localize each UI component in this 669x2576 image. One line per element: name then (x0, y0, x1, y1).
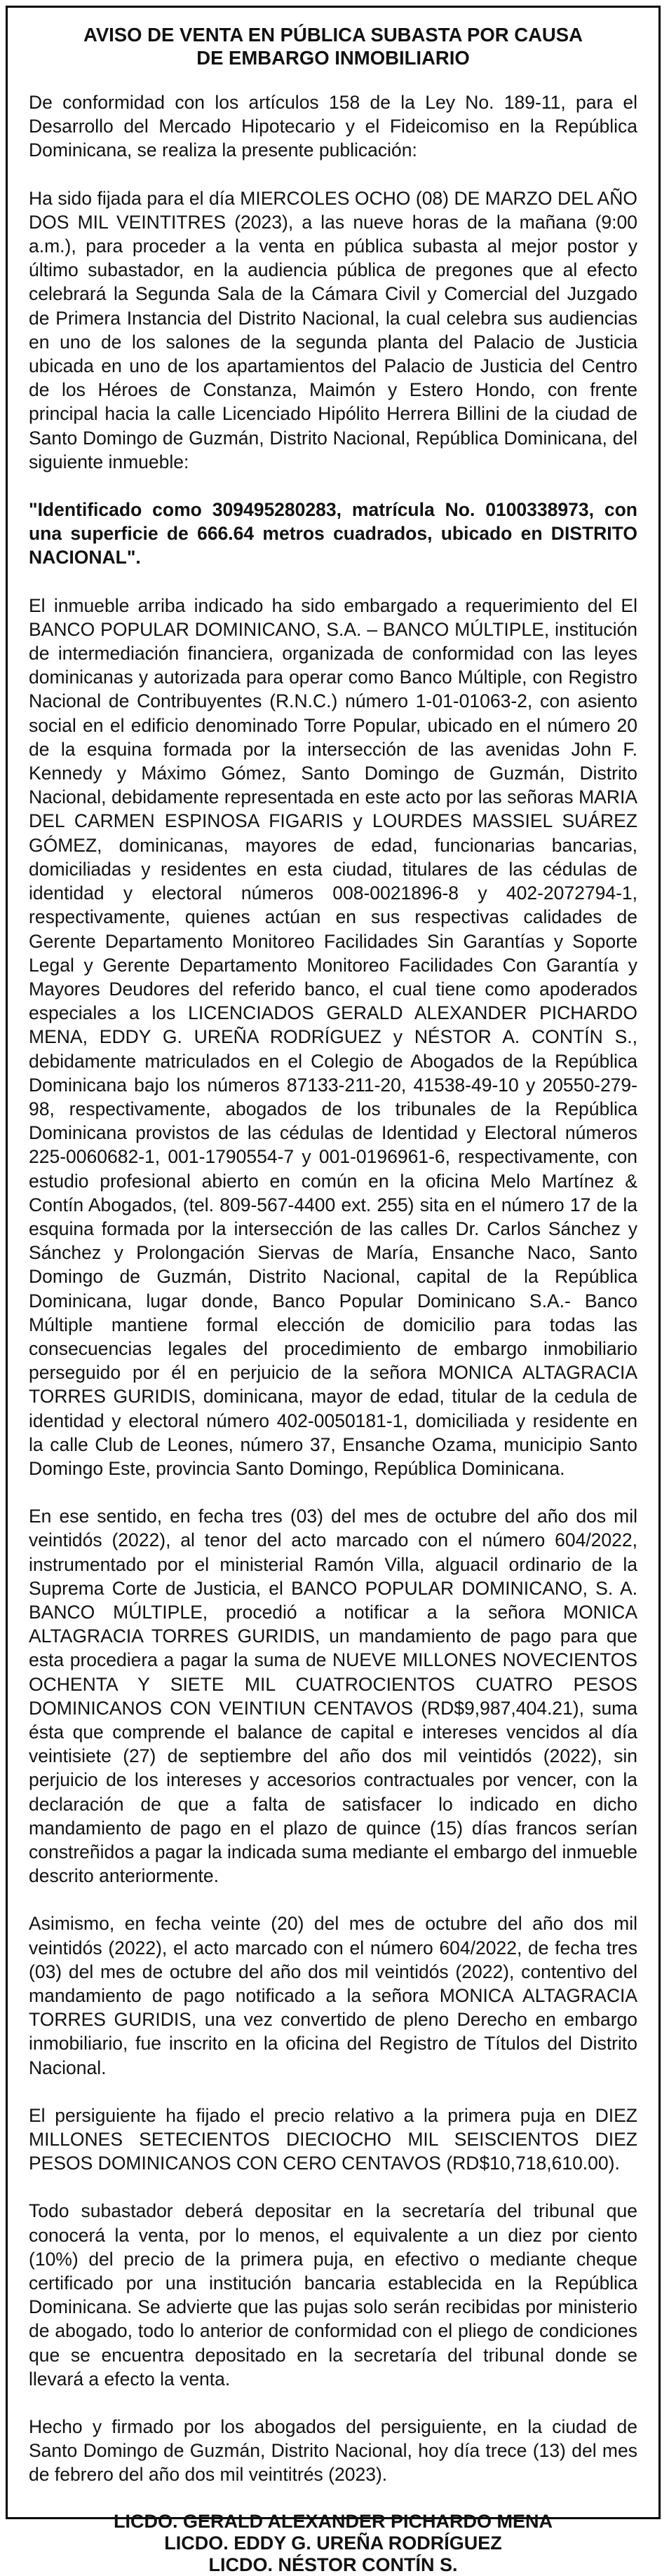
notice-title-line-1: AVISO DE VENTA EN PÚBLICA SUBASTA POR CAUSA (83, 24, 583, 46)
paragraph-first-bid-price: El persiguiente ha fijado el precio relativo a la primera puja en DIEZ MILLONES SETECIENTOS DIECIOCHO MIL SEISCIENTOS DIEZ PESOS DOMINICANOS CON CERO CENTAVOS (RD$10,718,610.00). (29, 2104, 637, 2174)
paragraph-deposit-requirement: Todo subastador deberá depositar en la secretaría del tribunal que conocerá la venta, por lo menos, el equivalente a un diez por ciento (10%) del precio de la primera puja, en efectivo o mediante cheque certificado por una institución bancaria establecida en la República Dominicana. Se advierte que las pujas solo serán recibidas por ministerio de abogado, todo lo anterior de conformidad con el pliego de condiciones que se encuentra depositado en la secretaría del tribunal donde se llevará a efecto la venta. (29, 2200, 637, 2390)
signature-block (29, 2511, 637, 2576)
signature-line: LICDO. NÉSTOR CONTÍN S. (208, 2554, 458, 2575)
notice-title (29, 23, 637, 69)
auction-notice (6, 6, 661, 2575)
paragraph-property-identification: "Identificado como 309495280283, matrícula No. 0100338973, con una superficie de 666.64 metros cuadrados, ubicado en DISTRITO NACIONAL". (29, 499, 637, 568)
signature-line: LICDO. GERALD ALEXANDER PICHARDO MENA (113, 2510, 553, 2532)
paragraph-auction-date: Ha sido fijada para el día MIERCOLES OCHO (08) DE MARZO DEL AÑO DOS MIL VEINTITRES (2023), a las nueve horas de la mañana (9:00 a.m.), para proceder a la venta en pública subasta al mejor postor y último subastador, en la audiencia pública de pregones que al efecto celebrará la Segunda Sala de la Cámara Civil y Comercial del Juzgado de Primera Instancia del Distrito Nacional, la cual celebra sus audiencias en uno de los salones de la segunda planta del Palacio de Justicia ubicada en uno de los apartamientos del Palacio de Justicia del Centro de los Héroes de Constanza, Maimón y Estero Hondo, con frente principal hacia la calle Licenciado Hipólito Herrera Billini de la ciudad de Santo Domingo de Guzmán, Distrito Nacional, República Dominicana, del siguiente inmueble: (29, 187, 637, 472)
paragraph-payment-order: En ese sentido, en fecha tres (03) del mes de octubre del año dos mil veintidós (2022), al tenor del acto marcado con el número 604/2022, instrumentado por el ministerial Ramón Villa, alguacil ordinario de la Suprema Corte de Justicia, el BANCO POPULAR DOMINICANO, S. A. BANCO MÚLTIPLE, procedió a notificar a la señora MONICA ALTAGRACIA TORRES GURIDIS, un mandamiento de pago para que esta procediera a pagar la suma de NUEVE MILLONES NOVECIENTOS OCHENTA Y SIETE MIL CUATROCIENTOS CUATRO PESOS DOMINICANOS CON VEINTIUN CENTAVOS (RD$9,987,404.21), suma ésta que comprende el balance de capital e intereses vencidos al día veintisiete (27) de septiembre del año dos mil veintidós (2022), sin perjuicio de los intereses y accesorios contractuales por vencer, con la declaración de que a falta de satisfacer lo indicado en dicho mandamiento de pago en el plazo de quince (15) días francos serían constreñidos a pagar la indicada suma mediante el embargo del inmueble descrito anteriormente. (29, 1506, 637, 1887)
paragraph-creditor-details: El inmueble arriba indicado ha sido embargado a requerimiento del El BANCO POPULAR DOMINICANO, S.A. – BANCO MÚLTIPLE, institución de intermediación financiera, organizada de conformidad con las leyes dominicanas y autorizada para operar como Banco Múltiple, con Registro Nacional de Contribuyentes (R.N.C.) número 1-01-01063-2, con asiento social en el edificio denominado Torre Popular, ubicado en el número 20 de la esquina formada por la intersección de las avenidas John F. Kennedy y Máximo Gómez, Santo Domingo de Guzmán, Distrito Nacional, debidamente representada en este acto por las señoras MARIA DEL CARMEN ESPINOSA FIGARIS y LOURDES MASSIEL SUÁREZ GÓMEZ, dominicanas, mayores de edad, funcionarias bancarias, domiciliadas y residentes en esta ciudad, titulares de las cédulas de identidad y electoral números 008-0021896-8 y 402-2072794-1, respectivamente, quienes actúan en sus respectivas calidades de Gerente Departamento Monitoreo Facilidades Sin Garantías y Soporte Legal y Gerente Departamento Monitoreo Facilidades Con Garantía y Mayores Deudores del referido banco, el cual tiene como apoderados especiales a los LICENCIADOS GERALD ALEXANDER PICHARDO MENA, EDDY G. UREÑA RODRÍGUEZ y NÉSTOR A. CONTÍN S., debidamente matriculados en el Colegio de Abogados de la República Dominicana bajo los números 87133-211-20, 41538-49-10 y 20550-279-98, respectivamente, abogados de los tribunales de la República Dominicana provistos de las cédulas de Identidad y Electoral números 225-0060682-1, 001-1790554-7 y 001-0196961-6, respectivamente, con estudio profesional abierto en común en la oficina Melo Martínez & Contín Abogados, (tel. 809-567-4400 ext. 255) sita en el número 17 de la esquina formada por la intersección de las calles Dr. Carlos Sánchez y Sánchez y Prolongación Siervas de María, Ensanche Naco, Santo Domingo de Guzmán, Distrito Nacional, capital de la República Dominicana, lugar donde, Banco Popular Dominicano S.A.- Banco Múltiple mantiene formal elección de domicilio para todas las consecuencias legales del procedimiento de embargo inmobiliario perseguido por él en perjuicio de la señora MONICA ALTAGRACIA TORRES GURIDIS, dominicana, mayor de edad, titular de la cedula de identidad y electoral número 402-0050181-1, domiciliada y residente en la calle Club de Leones, número 37, Ensanche Ozama, municipio Santo Domingo Este, provincia Santo Domingo, República Dominicana. (29, 594, 637, 1479)
signature-line: LICDO. EDDY G. UREÑA RODRÍGUEZ (164, 2532, 502, 2554)
paragraph-registration: Asimismo, en fecha veinte (20) del mes de octubre del año dos mil veintidós (2022), el acto marcado con el número 604/2022, de fecha tres (03) del mes de octubre del año dos mil veintidós (2022), contentivo del mandamiento de pago notificado a la señora MONICA ALTAGRACIA TORRES GURIDIS, una vez convertido de pleno Derecho en embargo inmobiliario, fue inscrito en la oficina del Registro de Títulos del Distrito Nacional. (29, 1913, 637, 2078)
paragraph-signing-date: Hecho y firmado por los abogados del persiguiente, en la ciudad de Santo Domingo de Guzmán, Distrito Nacional, hoy día trece (13) del mes de febrero del año dos mil veintitrés (2023). (29, 2416, 637, 2486)
paragraph-legal-basis: De conformidad con los artículos 158 de la Ley No. 189-11, para el Desarrollo del Mercado Hipotecario y el Fideicomiso en la República Dominicana, se realiza la presente publicación: (29, 92, 637, 161)
notice-title-line-2: DE EMBARGO INMOBILIARIO (196, 47, 470, 69)
